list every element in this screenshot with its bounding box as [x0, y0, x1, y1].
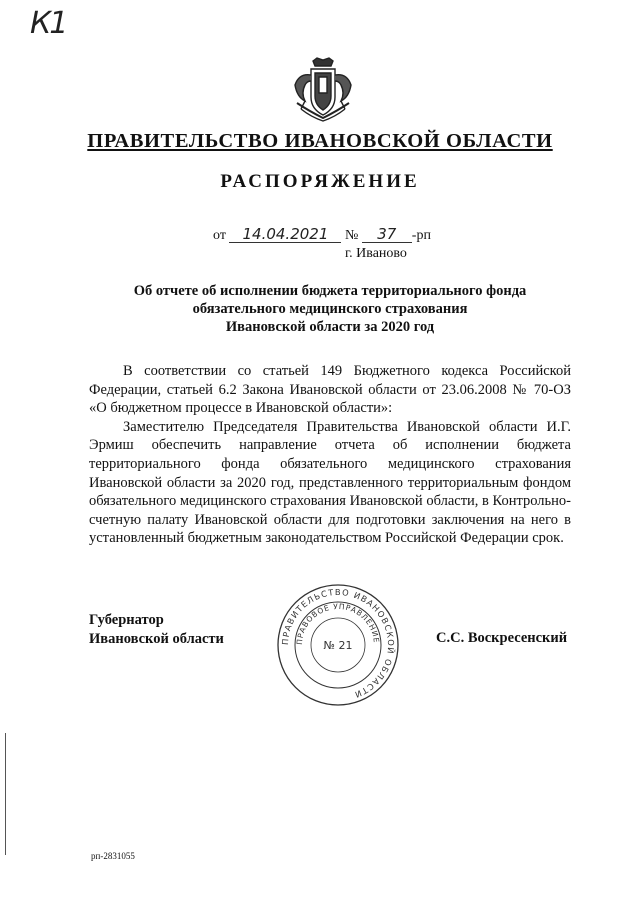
date-value: 14.04.2021 — [229, 226, 341, 243]
subject-line: Ивановской области за 2020 год — [225, 319, 435, 335]
document-body — [89, 362, 571, 548]
signer-position-line: Губернатор — [89, 612, 164, 628]
official-stamp-icon — [276, 583, 400, 707]
signer-position-line: Ивановской области — [89, 631, 224, 647]
date-from-label: от — [213, 228, 226, 243]
government-title: ПРАВИТЕЛЬСТВО ИВАНОВСКОЙ ОБЛАСТИ — [87, 130, 553, 152]
number-label: № — [344, 228, 359, 243]
coat-of-arms-icon — [291, 57, 355, 123]
document-code: рп-2831055 — [91, 851, 135, 861]
number-value: 37 — [362, 226, 412, 243]
number-suffix: -рп — [411, 228, 431, 243]
stamp-inner-ring-text: ПРАВОВОЕ УПРАВЛЕНИЕ — [294, 601, 382, 646]
signer-name: С.С. Воскресенский — [436, 630, 568, 646]
stamp-center-text: № 21 — [323, 639, 353, 652]
body-paragraph: Заместителю Председателя Правительства Ивановской области И.Г. Эрмиш обеспечить направление отчета об исполнении бюджета территориального фонда обязательного медицинского страхования Ивановской области за 2020 год, представленного территориальным фондом обязательного медицинского страхования Ивановской области, в Контрольно-счетную палату Ивановской области для подготовки заключения на него в установленный бюджетным законодательством Российской Федерации срок. — [89, 418, 571, 547]
subject-line: Об отчете об исполнении бюджета территориального фонда — [133, 283, 527, 299]
signer-position — [89, 611, 224, 649]
handwritten-corner-mark: К1 — [30, 6, 67, 41]
body-paragraph: В соответствии со статьей 149 Бюджетного кодекса Российской Федерации, статьей 6.2 Закона Ивановской области от 23.06.2008 № 70-ОЗ «О бюджетном процессе в Ивановской области»: — [89, 363, 571, 417]
date-number-line — [213, 226, 431, 244]
subject-line: обязательного медицинского страхования — [192, 301, 468, 317]
city: г. Иваново — [345, 246, 407, 261]
document-type-heading: РАСПОРЯЖЕНИЕ — [220, 171, 420, 192]
margin-rule — [5, 733, 6, 855]
document-subject — [60, 282, 600, 336]
stamp-ring-text: ПРАВИТЕЛЬСТВО ИВАНОВСКОЙ ОБЛАСТИ — [279, 586, 397, 701]
